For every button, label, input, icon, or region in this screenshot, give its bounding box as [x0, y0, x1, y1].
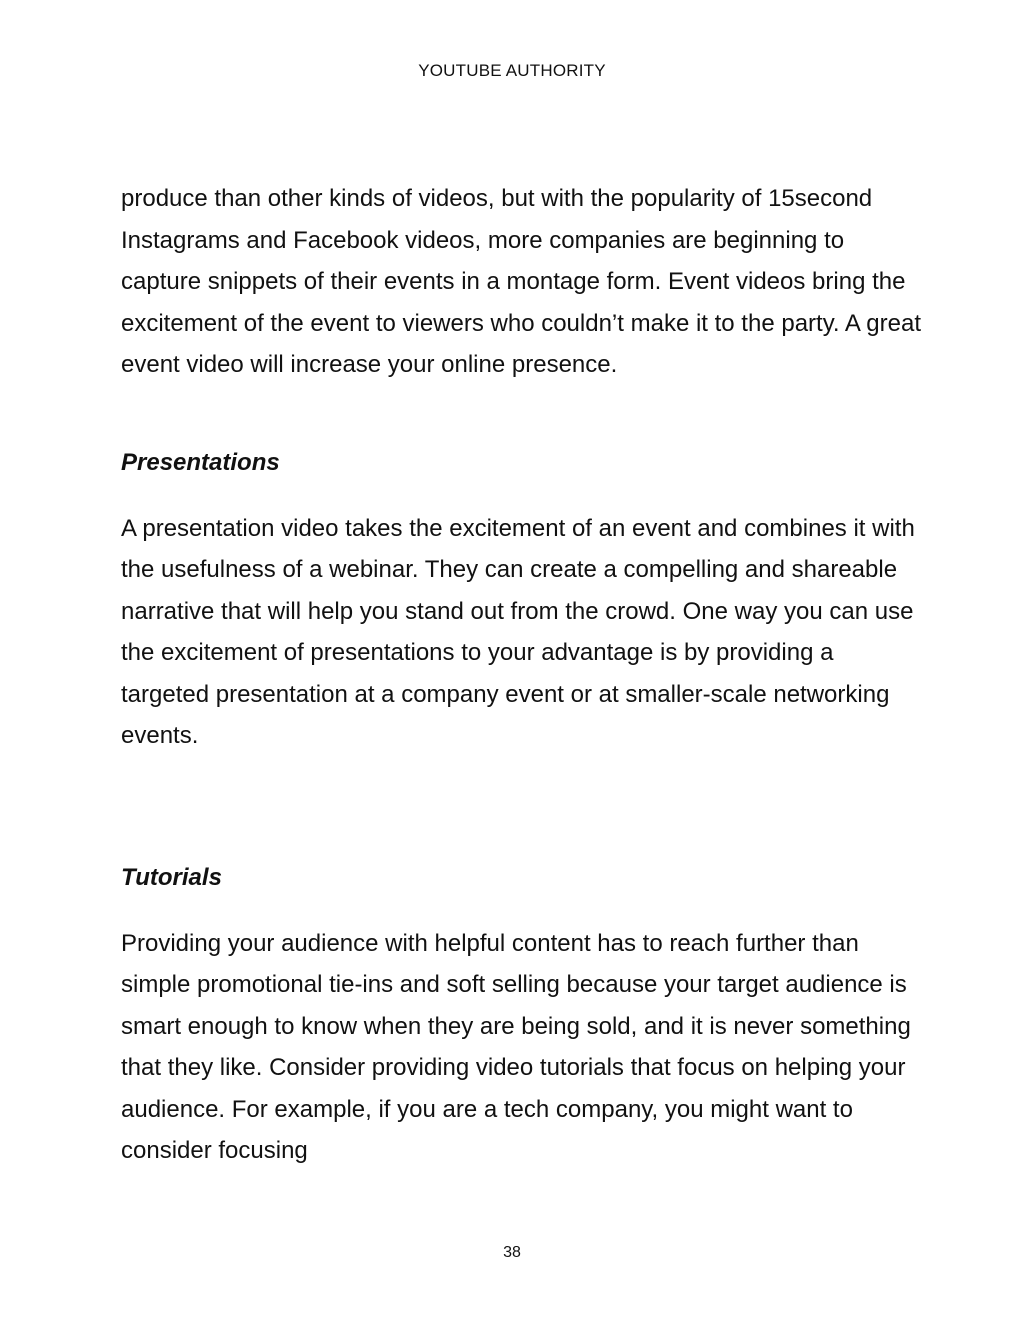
page-number: 38 — [503, 1244, 521, 1261]
intro-paragraph: produce than other kinds of videos, but with the popularity of 15second Instagrams and Facebook videos, more companies are beginning to capture snippets of their events in a montage form. Event videos bring the excitement of the event to viewers who couldn’t make it to the party. A great event video will increase your online presence. — [121, 185, 921, 378]
section-heading-presentations: Presentations — [121, 448, 280, 476]
section-heading-tutorials: Tutorials — [121, 863, 222, 891]
page-body — [121, 178, 921, 1172]
tutorials-paragraph: Providing your audience with helpful content has to reach further than simple promotional tie-ins and soft selling because your target audience is smart enough to know when they are being sold, and it is never something that they like. Consider providing video tutorials that focus on helping your audience. For example, if you are a tech company, you might want to consider focusing — [121, 929, 911, 1164]
running-header: YOUTUBE AUTHORITY — [418, 61, 606, 80]
presentations-paragraph: A presentation video takes the excitement of an event and combines it with the usefulness of a webinar. They can create a compelling and shareable narrative that will help you stand out from the crowd. One way you can use the excitement of presentations to your advantage is by providing a targeted presentation at a company event or at smaller-scale networking events. — [121, 514, 915, 749]
